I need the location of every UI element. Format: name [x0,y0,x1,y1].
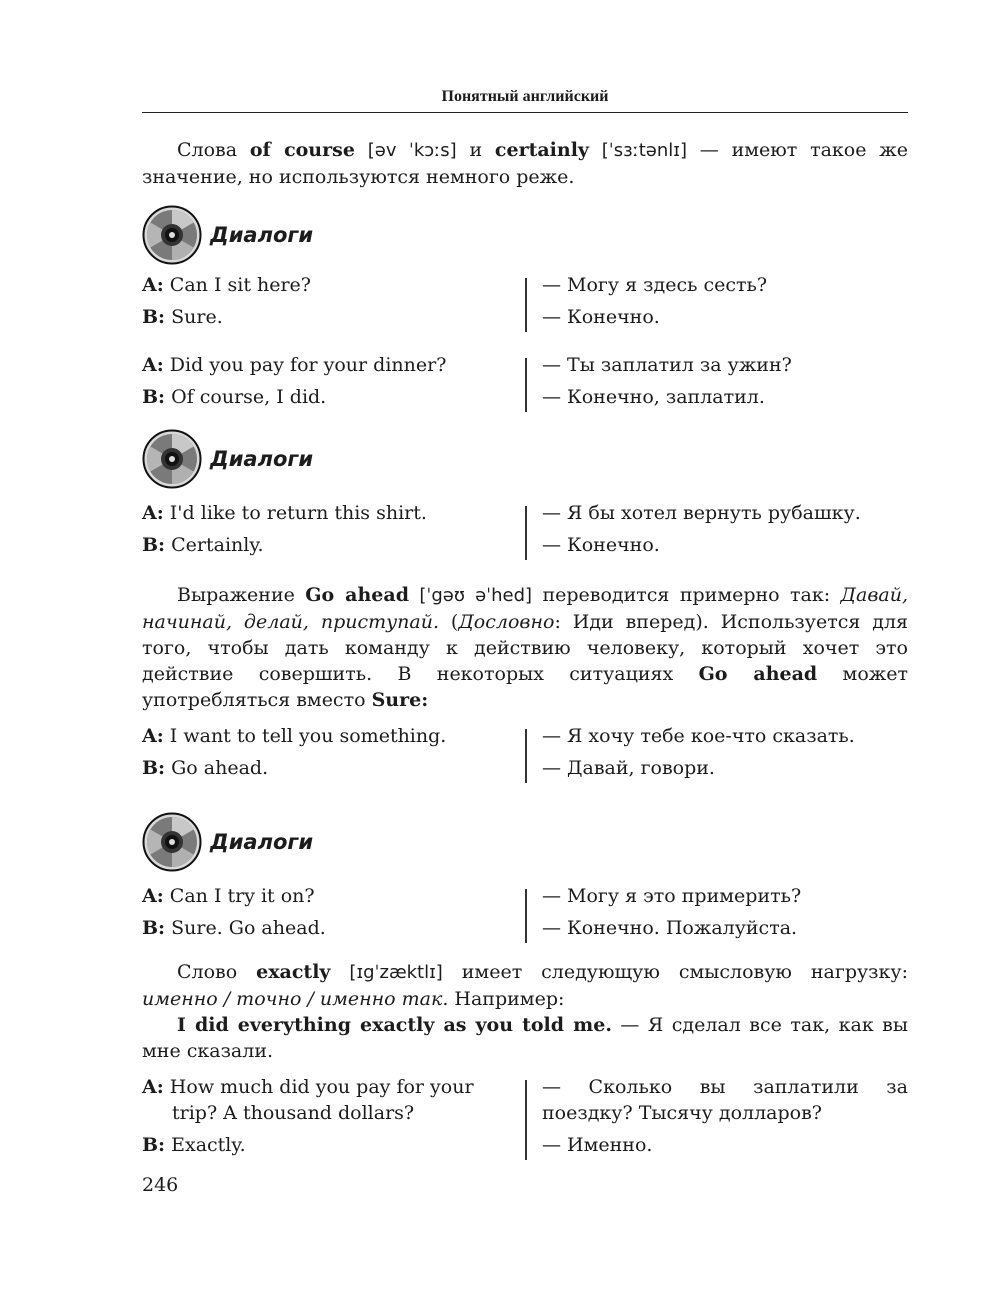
dialog-group [142,883,908,947]
cd-icon [142,429,202,489]
intro-paragraph: Слова of course [əv ˈkɔːs] и certainly [ˈsɜːtənlɪ] — имеют такое же значение, но используются немного реже. [142,139,908,188]
running-header: Понятный английский [142,88,908,113]
transcription: [ˈgəʊ əˈhed] [419,585,533,606]
dialog-line-a: A: How much did you pay for your trip? A thousand dollars? [142,1076,474,1124]
exactly-paragraph: Слово exactly [ɪgˈzæktlɪ] имеет следующую смысловую нагрузку: именно / точно / именно так. Например: [142,961,908,1010]
dialog-group [142,500,908,564]
dialog-line-b: B: Sure. [142,306,223,328]
translation-b: — Конечно, заплатил. [542,386,765,408]
dialog-line-b: B: Sure. Go ahead. [142,917,326,939]
dialog-group [142,352,908,416]
dialog-group [142,1074,908,1164]
translation-b: — Конечно. Пожалуйста. [542,917,798,939]
translation-a: — Я хочу тебе кое-что сказать. [542,725,855,747]
translation-b: — Конечно. [542,306,660,328]
dialog-group [142,272,908,336]
cd-icon [142,812,202,872]
translation-a: — Могу я это примерить? [542,885,802,907]
dialog-line-a: A: Did you pay for your dinner? [142,354,447,376]
term-exactly: exactly [256,961,331,983]
dialog-line-a: A: I'd like to return this shirt. [142,502,427,524]
translation-b: — Конечно. [542,534,660,556]
dialog-line-b: B: Exactly. [142,1134,246,1156]
translation-a: — Ты заплатил за ужин? [542,354,792,376]
dialog-line-b: B: Go ahead. [142,757,269,779]
page [142,88,908,1164]
go-ahead-paragraph: Выражение Go ahead [ˈgəʊ əˈhed] переводится примерно так: Давай, начинай, делай, приступай. (Дословно: Иди вперед). Используется для того, чтобы дать команду к действию человеку, который хочет это действие совершить. В некоторых ситуациях Go ahead может употребляться вместо Sure: [142,584,909,711]
transcription: [ɪgˈzæktlɪ] [349,962,443,983]
translation-a: — Сколько вы заплатили за поездку? Тысячу долларов? [542,1076,908,1124]
translation-b: — Давай, говори. [542,757,715,779]
page-number: 246 [142,1174,179,1196]
transcription: [ˈsɜːtənlɪ] [601,140,687,161]
translation-a: — Могу я здесь сесть? [542,274,768,296]
dialog-heading: Диалоги [142,428,908,490]
dialog-line-a: A: I want to tell you something. [142,725,447,747]
dialog-line-a: A: Can I sit here? [142,274,311,296]
example-sentence: I did everything exactly as you told me. — Я сделал все так, как вы мне сказали. [142,1014,908,1062]
dialog-group [142,723,908,787]
dialog-line-b: B: Certainly. [142,534,264,556]
dialog-line-a: A: Can I try it on? [142,885,315,907]
translation-a: — Я бы хотел вернуть рубашку. [542,502,861,524]
dialog-line-b: B: Of course, I did. [142,386,327,408]
transcription: [əv ˈkɔːs] [367,140,457,161]
dialog-heading: Диалоги [142,204,908,266]
cd-icon [142,205,202,265]
term-of-course: of course [249,139,355,161]
term-certainly: certainly [494,139,589,161]
translation-b: — Именно. [542,1134,653,1156]
dialog-heading: Диалоги [142,811,908,873]
term-go-ahead: Go ahead [305,584,409,606]
